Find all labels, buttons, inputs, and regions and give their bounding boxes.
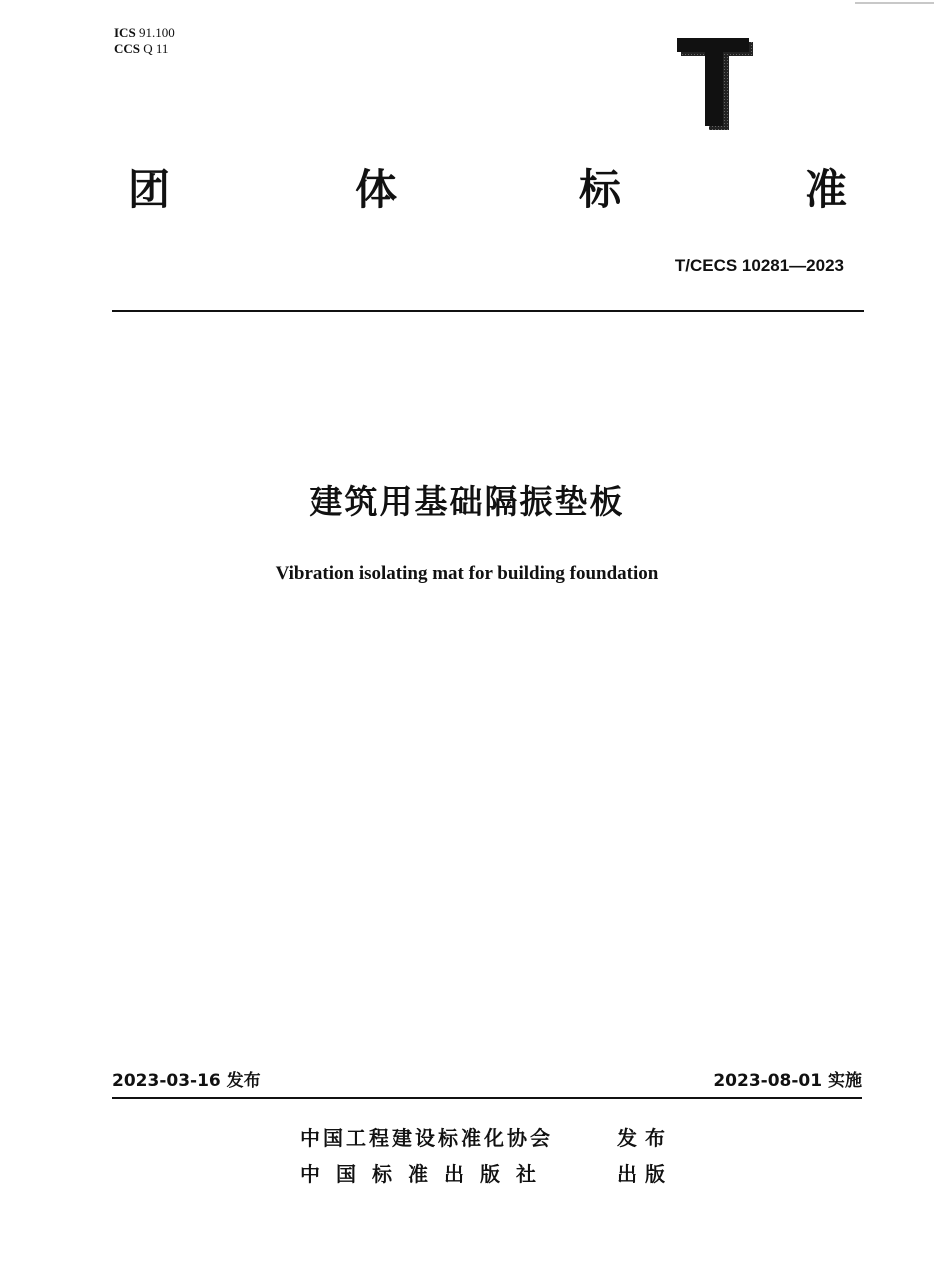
standard-number: T/CECS 10281—2023 — [674, 256, 844, 275]
publish-date: 2023-03-16 发布 — [112, 1071, 261, 1091]
effective-date: 2023-08-01 实施 — [713, 1071, 862, 1091]
publisher-role: 发布 — [617, 1126, 673, 1150]
ccs-label: CCS — [114, 41, 141, 56]
header-char-zhun: 准 — [805, 165, 848, 214]
printer-role: 出版 — [617, 1162, 673, 1186]
header-char-tuan: 团 — [128, 165, 171, 214]
bottom-divider — [112, 1097, 862, 1099]
ics-label: ICS — [114, 25, 136, 40]
page-edge-line — [855, 2, 934, 4]
publisher-name: 中国工程建设标准化协会 — [300, 1126, 553, 1150]
ccs-classification — [114, 42, 168, 56]
ics-code: 91.100 — [138, 25, 175, 40]
printer-name: 中国标准出版社 — [300, 1162, 552, 1186]
title-english: Vibration isolating mat for building foundation — [275, 563, 659, 584]
ics-classification — [114, 26, 175, 40]
header-char-ti: 体 — [355, 165, 398, 214]
top-divider — [112, 310, 864, 312]
ccs-code: Q 11 — [143, 41, 169, 56]
title-chinese: 建筑用基础隔振垫板 — [309, 482, 625, 521]
header-char-biao: 标 — [579, 165, 622, 214]
t-logo-icon — [675, 38, 755, 130]
